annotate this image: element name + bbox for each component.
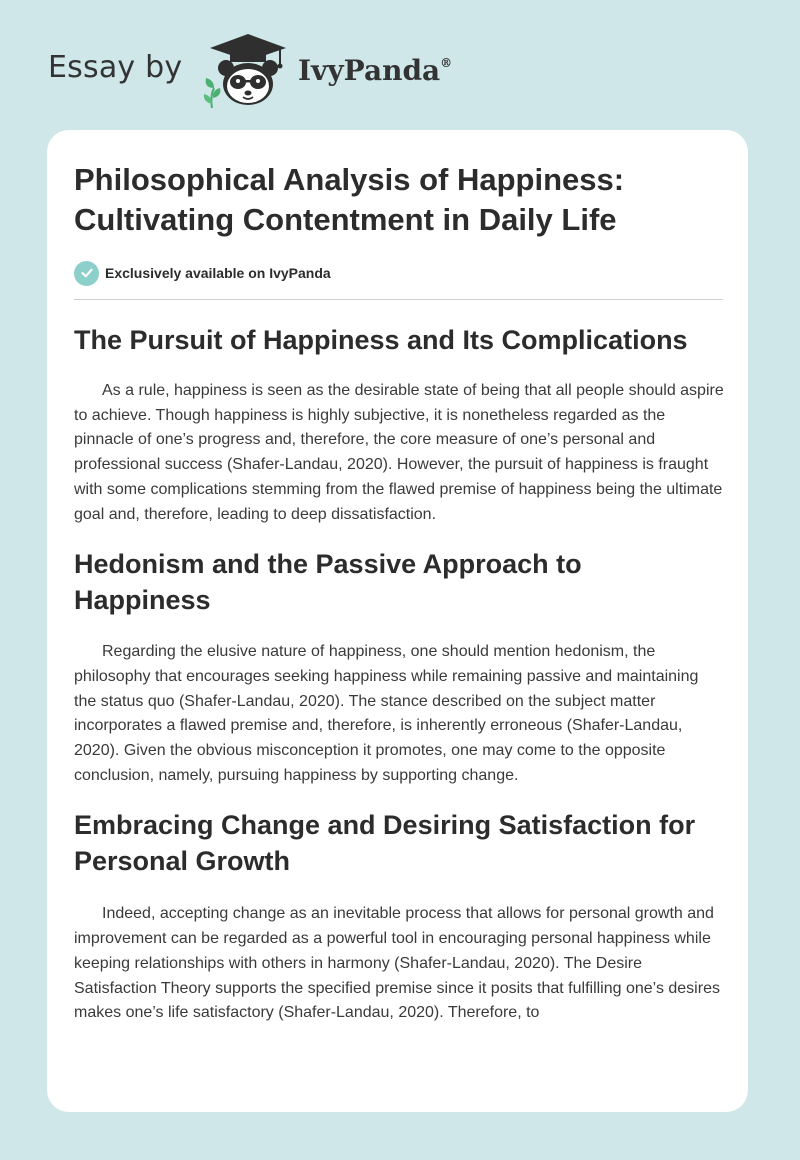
exclusive-badge bbox=[74, 260, 724, 286]
brand-name[interactable] bbox=[298, 54, 452, 87]
section-heading: The Pursuit of Happiness and Its Complications bbox=[74, 325, 688, 355]
section-heading: Embracing Change and Desiring Satisfaction for Personal Growth bbox=[74, 810, 696, 877]
brand-text: IvyPanda bbox=[298, 54, 441, 87]
divider bbox=[74, 299, 723, 300]
essay-card bbox=[47, 130, 748, 1112]
site-header bbox=[0, 0, 800, 130]
essay-title: Philosophical Analysis of Happiness: Cultivating Contentment in Daily Life bbox=[74, 162, 625, 237]
essay-content bbox=[74, 160, 724, 1026]
check-circle-icon bbox=[74, 261, 99, 286]
registered-mark: ® bbox=[440, 56, 453, 70]
panda-graduate-icon[interactable] bbox=[200, 30, 300, 110]
section-paragraph: Regarding the elusive nature of happiness, one should mention hedonism, the philosophy that encourages seeking happiness while remaining passive and maintaining the status quo (Shafer-Landau, 2020). The stance described on the subject matter incorporates a flawed premise and, therefore, is inherently erroneous (Shafer-Landau, 2020). Given the obvious misconception it promotes, one may come to the opposite conclusion, namely, pursuing happiness by supporting change. bbox=[74, 643, 699, 784]
section-heading: Hedonism and the Passive Approach to Happiness bbox=[74, 549, 582, 616]
section-paragraph: Indeed, accepting change as an inevitable process that allows for personal growth and improvement can be regarded as a powerful tool in encouraging personal happiness while keeping relationships with others in harmony (Shafer-Landau, 2020). The Desire Satisfaction Theory supports the specified premise since it posits that fulfilling one’s desires makes one’s life satisfactory (Shafer-Landau, 2020). Therefore, to bbox=[74, 905, 720, 1022]
exclusive-text: Exclusively available on IvyPanda bbox=[105, 265, 331, 281]
essay-by-label: Essay by bbox=[48, 50, 183, 85]
section-paragraph: As a rule, happiness is seen as the desirable state of being that all people should aspire to achieve. Though happiness is highly subjective, it is nonetheless regarded as the pinnacle of one’s progress and, therefore, the core measure of one’s personal and professional success (Shafer-Landau, 2020). However, the pursuit of happiness is fraught with some complications stemming from the flawed premise of happiness being the ultimate goal and, therefore, leading to deep dissatisfaction. bbox=[74, 382, 724, 523]
